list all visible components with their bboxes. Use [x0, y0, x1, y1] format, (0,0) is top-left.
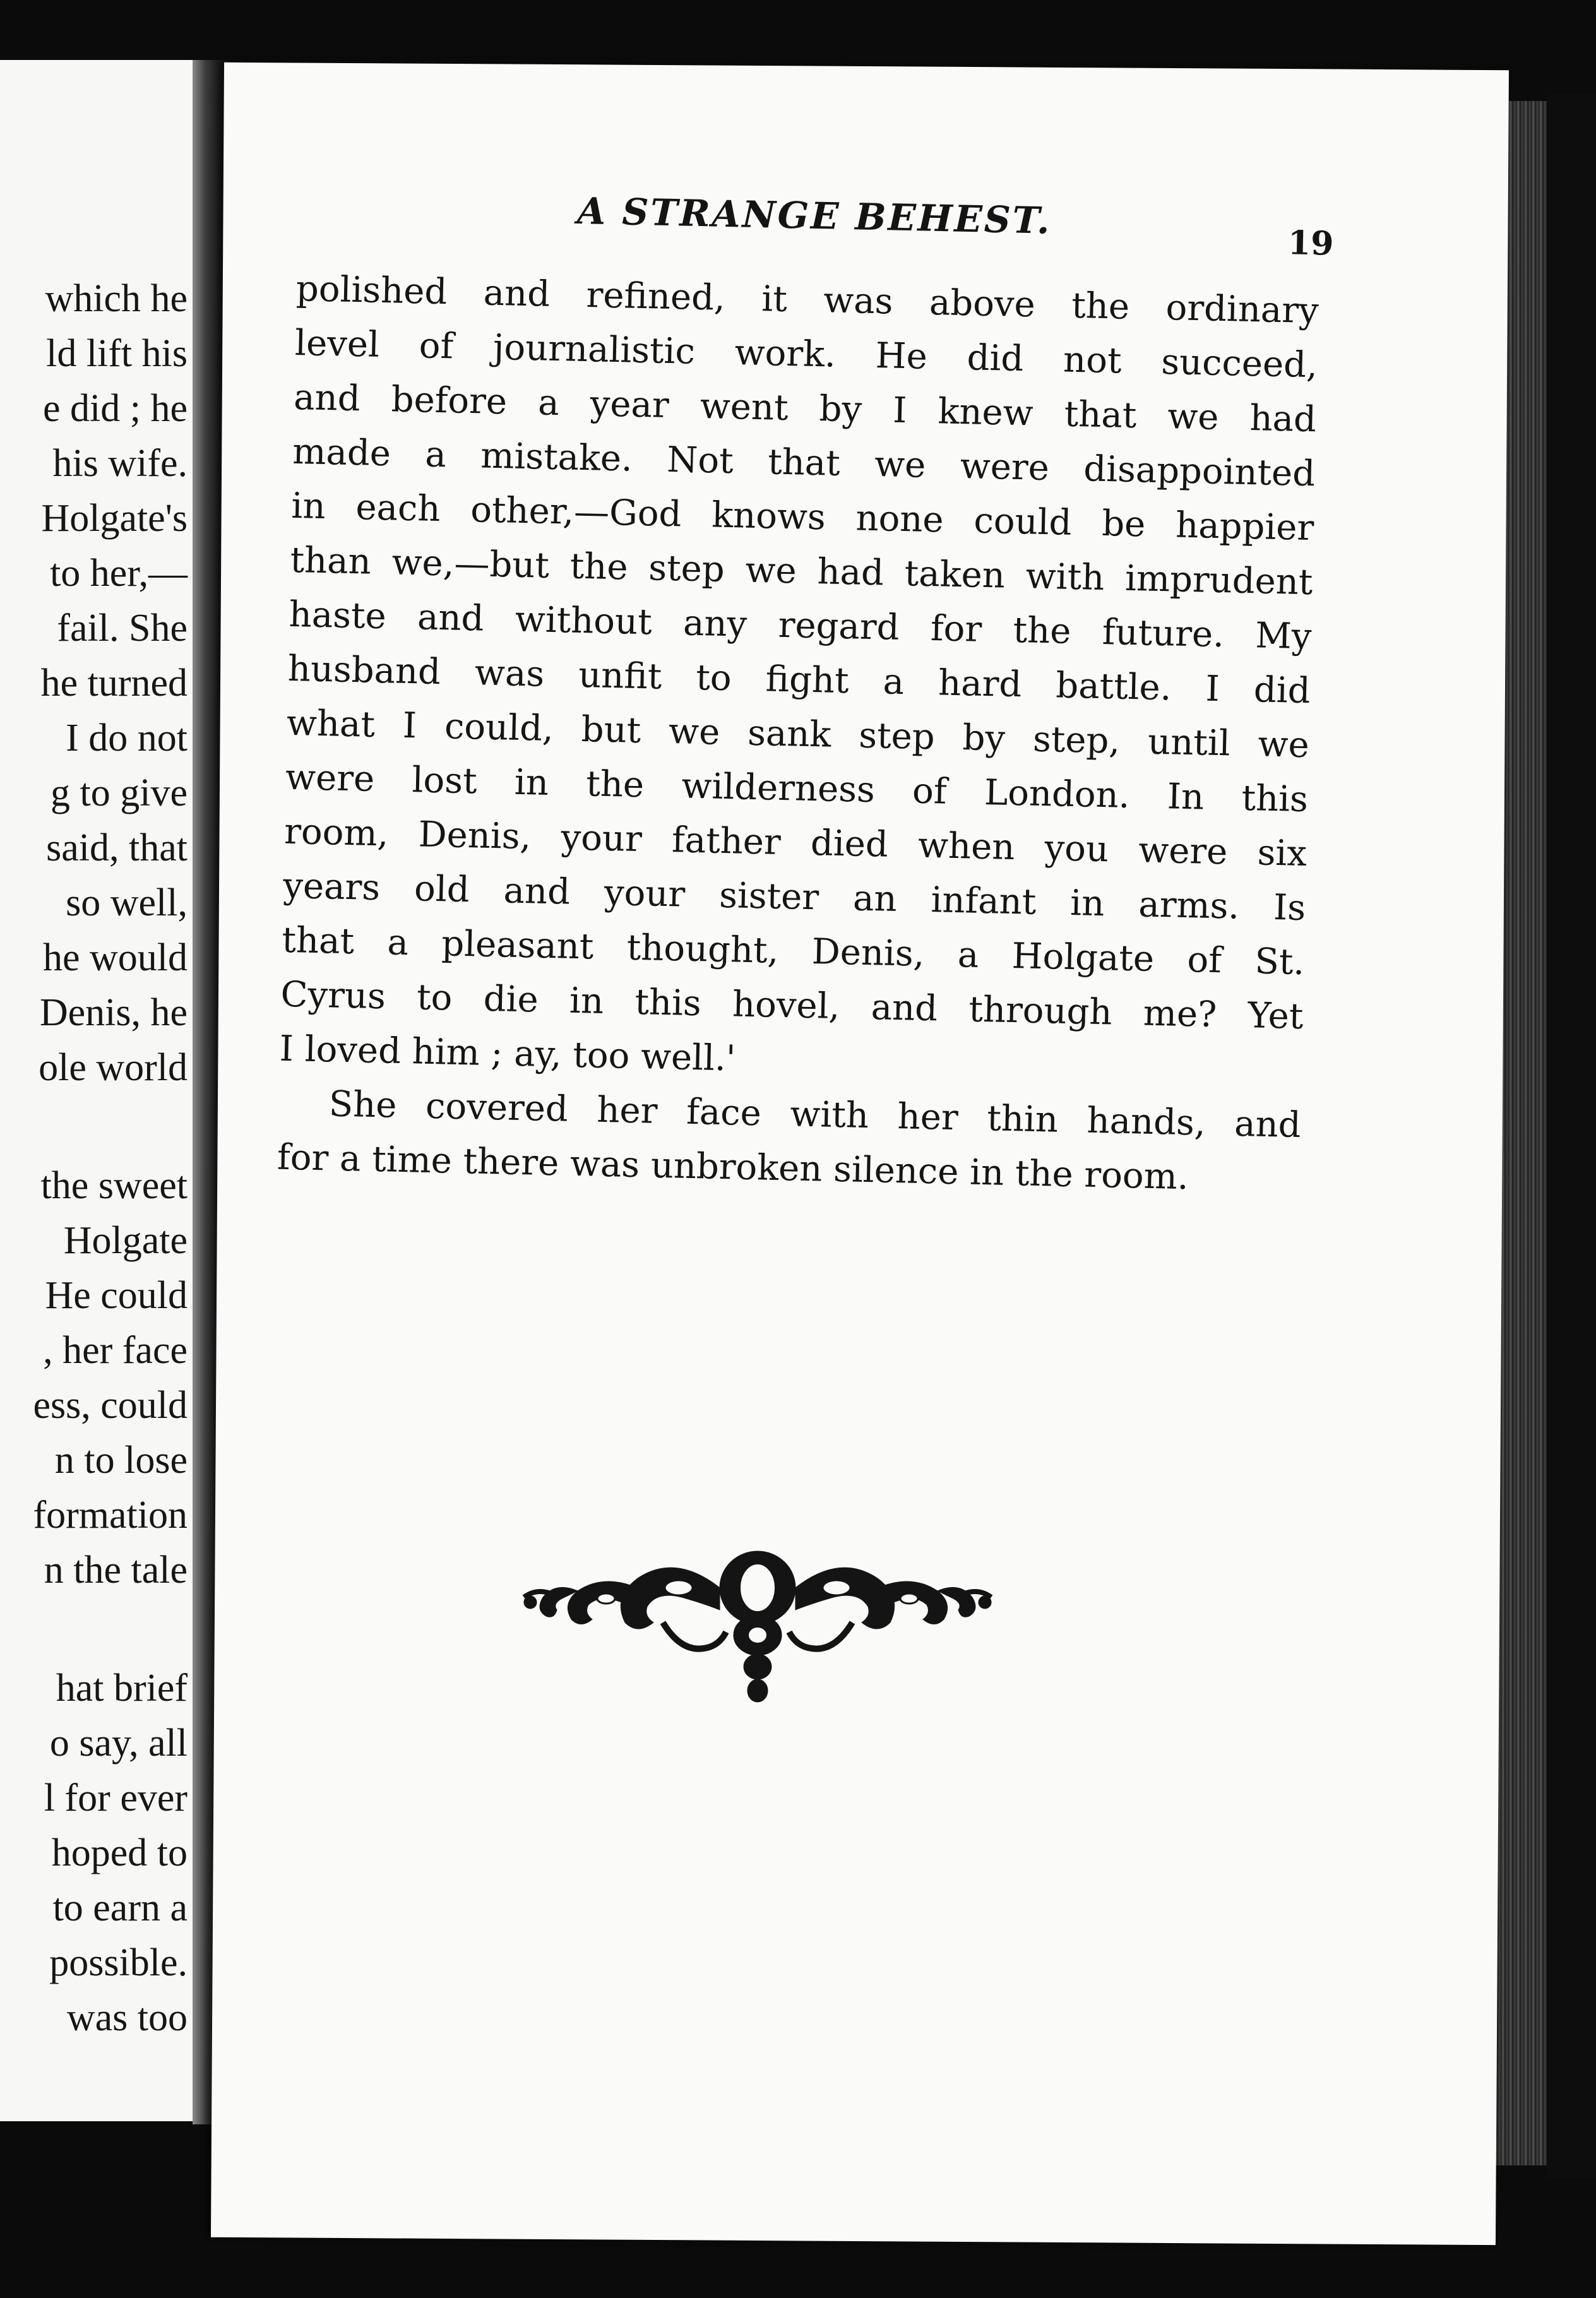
floral-tailpiece-ornament-icon	[518, 1528, 998, 1717]
text-line: in each other,—God knows none could be happier	[290, 485, 1314, 549]
previous-page-line: Holgate	[63, 1219, 188, 1262]
previous-page-line: , her face	[43, 1329, 188, 1372]
previous-page-line: he would	[42, 936, 188, 979]
previous-page-line: the sweet	[40, 1164, 188, 1207]
previous-page-line: hoped to	[51, 1831, 188, 1874]
previous-page-line: I do not	[66, 717, 188, 759]
page-body-text	[277, 262, 1319, 1207]
paragraph-1	[279, 262, 1319, 1098]
previous-page-line: ess, could	[33, 1384, 188, 1427]
running-head: A STRANGE BEHEST.	[576, 189, 1052, 242]
text-line: level of journalistic work. He did not succeed,	[294, 322, 1318, 386]
previous-page-line: ld lift his	[46, 332, 188, 375]
previous-page-line: to her,—	[50, 552, 188, 595]
previous-page-text	[0, 271, 188, 2045]
paragraph-2	[277, 1076, 1301, 1207]
previous-page-line: fail. She	[57, 607, 188, 650]
text-line: I loved him ; ay, too well.'	[279, 1028, 736, 1080]
previous-page-line: Denis, he	[39, 991, 188, 1034]
text-line: haste and without any regard for the future. My	[289, 593, 1313, 658]
paragraph-gap	[0, 1095, 188, 1158]
text-line: for a time there was unbroken silence in the room.	[277, 1136, 1189, 1198]
text-line: that a pleasant thought, Denis, a Holgate of St.	[281, 919, 1305, 984]
previous-page-line: to earn a	[52, 1886, 188, 1929]
text-line: what I could, but we sank step by step, until we	[286, 702, 1310, 766]
text-line: were lost in the wilderness of London. In this	[285, 756, 1309, 821]
text-line: polished and refined, it was above the ordinary	[295, 268, 1319, 332]
text-line: She covered her face with her thin hands, and	[328, 1083, 1302, 1146]
previous-page-line: was too	[66, 1996, 188, 2039]
previous-page-line: l for ever	[44, 1777, 188, 1819]
text-line: and before a year went by I knew that we had	[293, 376, 1317, 441]
previous-page-line: ole world	[39, 1046, 188, 1089]
text-line: Cyrus to die in this hovel, and through me? Yet	[280, 973, 1304, 1038]
text-line: than we,—but the step we had taken with imprudent	[289, 539, 1314, 604]
previous-page-fragment	[0, 60, 193, 2121]
previous-page-line: Holgate's	[41, 497, 188, 540]
previous-page-line: g to give	[51, 771, 188, 814]
previous-page-line: so well,	[66, 881, 188, 924]
previous-page-line: which he	[45, 277, 188, 320]
previous-page-line: his wife.	[52, 442, 188, 485]
previous-page-line: possible.	[49, 1941, 188, 1984]
previous-page-line: hat brief	[56, 1667, 188, 1710]
previous-page-line: He could	[45, 1274, 188, 1317]
previous-page-line: said, that	[46, 826, 188, 869]
text-line: room, Denis, your father died when you were six	[283, 811, 1307, 875]
scan-border	[1547, 95, 1596, 2178]
paragraph-gap	[0, 1598, 188, 1661]
previous-page-line: o say, all	[49, 1722, 188, 1765]
text-line: made a mistake. Not that we were disappointed	[292, 431, 1316, 495]
previous-page-line: he turned	[40, 662, 188, 705]
previous-page-line: n to lose	[54, 1439, 188, 1482]
text-line: years old and your sister an infant in arms. Is	[282, 865, 1306, 929]
previous-page-line: formation	[33, 1494, 188, 1537]
page-number: 19	[1287, 223, 1335, 263]
previous-page-line: e did ; he	[43, 387, 188, 430]
text-line: husband was unfit to fight a hard battle. I did	[287, 648, 1311, 712]
previous-page-line: n the tale	[44, 1549, 188, 1592]
